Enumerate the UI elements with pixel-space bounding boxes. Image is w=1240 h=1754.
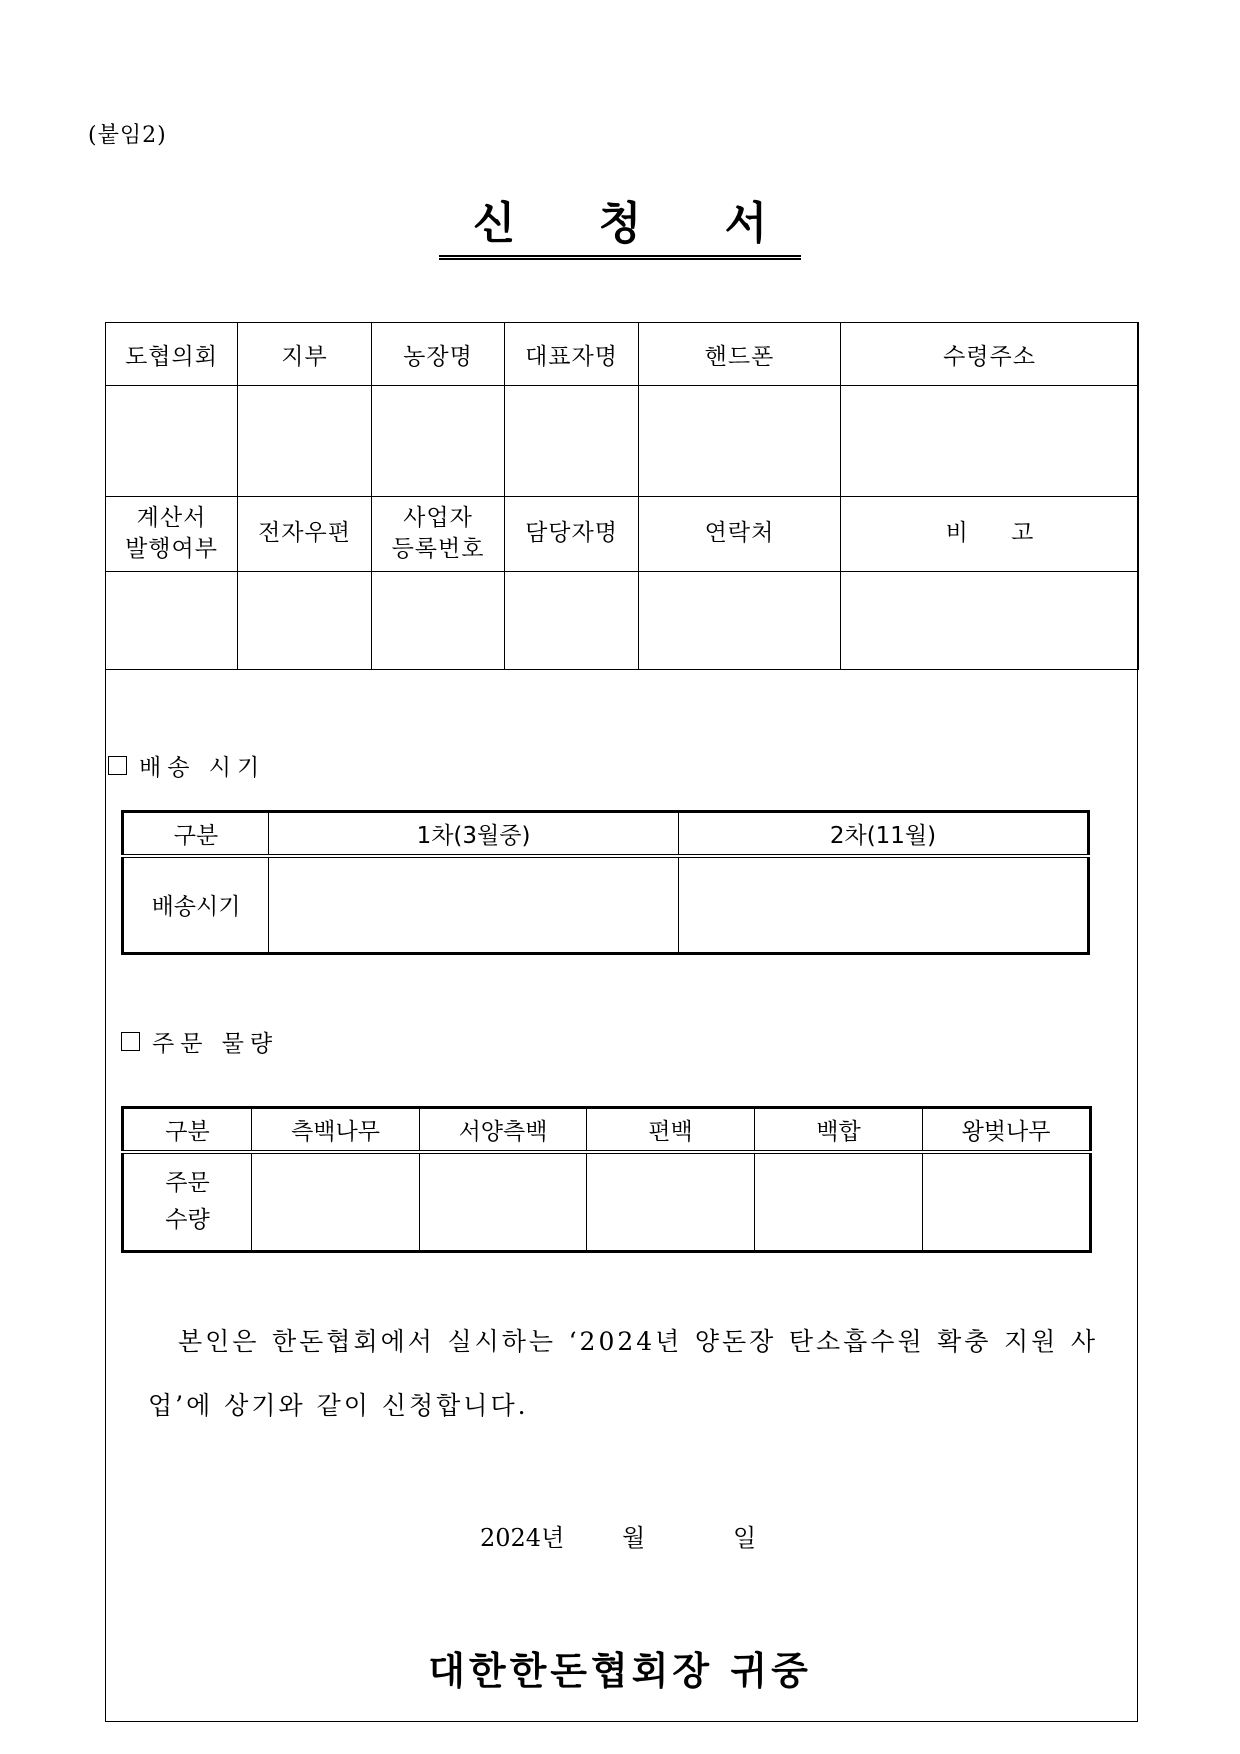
order-cherry-field[interactable]: [923, 1152, 1091, 1252]
branch-field[interactable]: [238, 386, 372, 497]
order-thuja-field[interactable]: [252, 1152, 420, 1252]
order-header-row: [123, 1108, 1091, 1152]
delivery-section-label: [108, 749, 265, 782]
delivery-second-field[interactable]: [679, 856, 1089, 954]
delivery-header-row: [123, 812, 1089, 856]
delivery-header-category: 구분: [123, 812, 269, 856]
order-header-thuja: 측백나무: [252, 1108, 420, 1152]
info-header-row-2: [106, 497, 1139, 572]
business-number-field[interactable]: [372, 572, 505, 670]
contact-field[interactable]: [639, 572, 841, 670]
order-section-label-text: 주문 물량: [152, 1031, 279, 1057]
info-input-row-1: [106, 386, 1139, 497]
mobile-field[interactable]: [639, 386, 841, 497]
header-email: 전자우편: [238, 497, 372, 572]
council-field[interactable]: [106, 386, 238, 497]
order-cypress-field[interactable]: [587, 1152, 755, 1252]
document-title: 신 청 서: [439, 198, 801, 260]
attachment-label: (붙임2): [88, 123, 167, 148]
header-business-number: [372, 497, 505, 572]
info-input-row-2: [106, 572, 1139, 670]
order-header-western-thuja: 서양측백: [420, 1108, 587, 1152]
delivery-row: [123, 856, 1089, 954]
addressee: 대한한돈협회장 귀중: [428, 1648, 812, 1693]
date-day: 일: [733, 1524, 757, 1552]
application-statement: 본인은 한돈협회에서 실시하는 ‘2024년 양돈장 탄소흡수원 확충 지원 사업’에 상기와 같이 신청합니다.: [148, 1327, 1098, 1420]
header-branch: 지부: [238, 323, 372, 386]
delivery-timing-table: [121, 810, 1090, 955]
contact-person-field[interactable]: [505, 572, 639, 670]
header-delivery-address: 수령주소: [841, 323, 1139, 386]
order-header-cherry: 왕벚나무: [923, 1108, 1091, 1152]
representative-field[interactable]: [505, 386, 639, 497]
applicant-info-table: [105, 322, 1139, 670]
order-header-category: 구분: [123, 1108, 252, 1152]
order-section-label: [121, 1025, 278, 1058]
remarks-field[interactable]: [841, 572, 1139, 670]
header-contact-person: 담당자명: [505, 497, 639, 572]
order-row: [123, 1152, 1091, 1252]
header-farm-name: 농장명: [372, 323, 505, 386]
delivery-address-field[interactable]: [841, 386, 1139, 497]
order-lily-field[interactable]: [755, 1152, 923, 1252]
header-remarks: 비 고: [841, 497, 1139, 572]
header-mobile: 핸드폰: [639, 323, 841, 386]
application-form-frame: [105, 322, 1138, 1722]
header-council: 도협의회: [106, 323, 238, 386]
email-field[interactable]: [238, 572, 372, 670]
checkbox-square-icon: [121, 1032, 140, 1051]
delivery-first-field[interactable]: [269, 856, 679, 954]
delivery-row-label: 배송시기: [123, 856, 269, 954]
delivery-header-second: 2차(11월): [679, 812, 1089, 856]
order-western-thuja-field[interactable]: [420, 1152, 587, 1252]
date-month: 월: [622, 1524, 646, 1552]
order-row-label-text: 주문 수량: [165, 1169, 210, 1233]
header-business-number-text: 사업자 등록번호: [391, 504, 485, 562]
delivery-header-first: 1차(3월중): [269, 812, 679, 856]
header-contact: 연락처: [639, 497, 841, 572]
document-title-wrapper: [0, 198, 1240, 260]
order-quantity-table: [121, 1106, 1092, 1253]
order-header-cypress: 편백: [587, 1108, 755, 1152]
header-invoice-issuance-text: 계산서 발행여부: [125, 504, 218, 562]
info-header-row-1: [106, 323, 1139, 386]
order-header-lily: 백합: [755, 1108, 923, 1152]
date-year: 2024년: [480, 1524, 565, 1552]
header-invoice-issuance: [106, 497, 238, 572]
farm-name-field[interactable]: [372, 386, 505, 497]
order-row-label: [123, 1152, 252, 1252]
delivery-section-label-text: 배송 시기: [139, 755, 266, 781]
header-representative: 대표자명: [505, 323, 639, 386]
checkbox-square-icon: [108, 756, 127, 775]
invoice-issuance-field[interactable]: [106, 572, 238, 670]
